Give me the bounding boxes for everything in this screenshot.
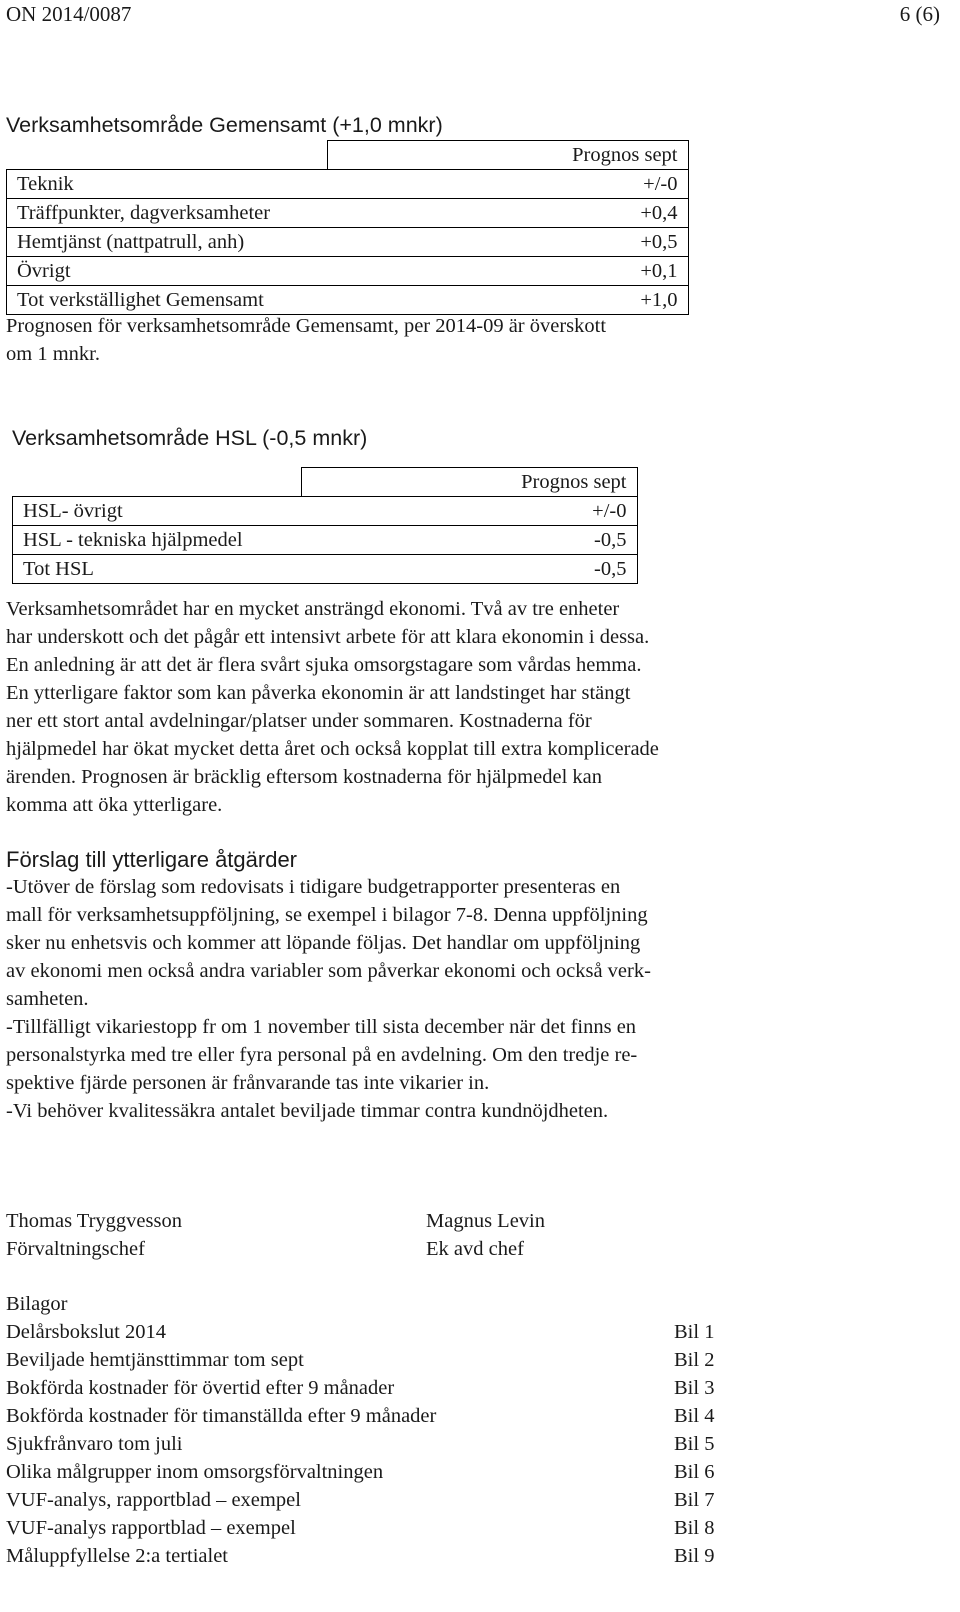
text-line: sker nu enhetsvis och kommer att löpande följas. Det handlar om uppföljning <box>6 932 641 954</box>
list-item <box>6 1486 718 1514</box>
row-value: +0,4 <box>327 199 688 228</box>
row-value: +1,0 <box>327 286 688 315</box>
row-label: Tot HSL <box>13 555 302 584</box>
row-value: -0,5 <box>301 555 637 584</box>
section-heading-gemensamt: Verksamhetsområde Gemensamt (+1,0 mnkr) <box>6 113 443 137</box>
row-label: HSL - tekniska hjälpmedel <box>13 526 302 555</box>
row-label: Teknik <box>7 170 328 199</box>
list-item <box>6 1346 718 1374</box>
signatory-name: Thomas Tryggvesson <box>6 1210 182 1232</box>
gemensamt-note <box>6 312 606 368</box>
text-line: ärenden. Prognosen är bräcklig eftersom kostnaderna för hjälpmedel kan <box>6 766 602 788</box>
row-label: HSL- övrigt <box>13 497 302 526</box>
attachment-code: Bil 1 <box>674 1321 715 1343</box>
list-item <box>6 1318 718 1346</box>
table-row <box>13 497 638 526</box>
table-header-row <box>7 141 689 170</box>
text-line: av ekonomi men också andra variabler som påverkar ekonomi och också verk- <box>6 960 651 982</box>
text-line: -Tillfälligt vikariestopp fr om 1 november till sista december när det finns en <box>6 1016 637 1038</box>
text-line: har underskott och det pågår ett intensivt arbete för att klara ekonomin i dessa. <box>6 626 650 648</box>
attachment-name: Måluppfyllelse 2:a tertialet <box>6 1545 229 1567</box>
text-line: personalstyrka med tre eller fyra personal på en avdelning. Om den tredje re- <box>6 1044 638 1066</box>
section-heading-atgarder: Förslag till ytterligare åtgärder <box>6 847 298 872</box>
text-line: En ytterligare faktor som kan påverka ekonomin är att landstinget har stängt <box>6 682 631 704</box>
row-label: Övrigt <box>7 257 328 286</box>
table-row <box>7 170 689 199</box>
hsl-paragraph <box>6 595 659 819</box>
budget-table-hsl <box>12 467 638 584</box>
table-row-total <box>7 286 689 315</box>
budget-table-gemensamt <box>6 140 689 315</box>
page-number: 6 (6) <box>899 2 940 26</box>
row-value: +/-0 <box>301 497 637 526</box>
table-row-total <box>13 555 638 584</box>
text-line: spektive fjärde personen är frånvarande tas inte vikarier in. <box>6 1072 490 1094</box>
text-line: mall för verksamhetsuppföljning, se exempel i bilagor 7-8. Denna uppföljning <box>6 904 648 926</box>
text-line: ner ett stort antal avdelningar/platser under sommaren. Kostnaderna för <box>6 710 592 732</box>
attachment-name: Bokförda kostnader för timanställda efter 9 månader <box>6 1405 437 1427</box>
text-line: komma att öka ytterligare. <box>6 794 223 816</box>
table-row <box>7 257 689 286</box>
attachment-name: Olika målgrupper inom omsorgsförvaltningen <box>6 1461 384 1483</box>
attachment-code: Bil 5 <box>674 1433 715 1455</box>
attachment-name: VUF-analys rapportblad – exempel <box>6 1517 296 1539</box>
signatory-name: Magnus Levin <box>426 1210 545 1232</box>
text-line: En anledning är att det är flera svårt sjuka omsorgstagare som vårdas hemma. <box>6 654 642 676</box>
signatory-title: Ek avd chef <box>426 1238 524 1260</box>
text-line: samheten. <box>6 988 89 1010</box>
row-value: +0,5 <box>327 228 688 257</box>
list-item <box>6 1374 718 1402</box>
text-line: Prognosen för verksamhetsområde Gemensamt, per 2014-09 är överskott <box>6 315 607 337</box>
signatory-title: Förvaltningschef <box>6 1238 145 1260</box>
table-row <box>13 526 638 555</box>
attachment-code: Bil 8 <box>674 1517 715 1539</box>
list-item <box>6 1430 718 1458</box>
bilagor-heading: Bilagor <box>6 1293 68 1315</box>
text-line: om 1 mnkr. <box>6 343 100 365</box>
text-line: hjälpmedel har ökat mycket detta året och också kopplat till extra komplicerade <box>6 738 659 760</box>
row-label: Tot verkställighet Gemensamt <box>7 286 328 315</box>
attachment-code: Bil 9 <box>674 1545 715 1567</box>
attachment-name: Sjukfrånvaro tom juli <box>6 1433 183 1455</box>
attachment-code: Bil 4 <box>674 1405 715 1427</box>
attachment-code: Bil 6 <box>674 1461 715 1483</box>
attachment-name: Beviljade hemtjänsttimmar tom sept <box>6 1349 304 1371</box>
column-header: Prognos sept <box>327 141 688 170</box>
atgarder-paragraph <box>6 873 651 1125</box>
text-line: -Utöver de förslag som redovisats i tidigare budgetrapporter presenteras en <box>6 876 621 898</box>
attachment-code: Bil 7 <box>674 1489 715 1511</box>
list-item <box>6 1514 718 1542</box>
row-label: Träffpunkter, dagverksamheter <box>7 199 328 228</box>
section-heading-hsl: Verksamhetsområde HSL (-0,5 mnkr) <box>12 426 368 450</box>
attachment-code: Bil 2 <box>674 1349 715 1371</box>
attachment-name: Delårsbokslut 2014 <box>6 1321 166 1343</box>
document-id: ON 2014/0087 <box>6 2 132 26</box>
list-item <box>6 1542 718 1570</box>
table-header-row <box>13 468 638 497</box>
signature-block-2 <box>426 1207 545 1263</box>
text-line: Verksamhetsområdet har en mycket ansträngd ekonomi. Två av tre enheter <box>6 598 620 620</box>
text-line: -Vi behöver kvalitessäkra antalet beviljade timmar contra kundnöjdheten. <box>6 1100 609 1122</box>
list-item <box>6 1402 718 1430</box>
attachment-name: VUF-analys, rapportblad – exempel <box>6 1489 301 1511</box>
row-value: +0,1 <box>327 257 688 286</box>
column-header: Prognos sept <box>301 468 637 497</box>
row-value: +/-0 <box>327 170 688 199</box>
list-item <box>6 1458 718 1486</box>
row-label: Hemtjänst (nattpatrull, anh) <box>7 228 328 257</box>
table-row <box>7 199 689 228</box>
row-value: -0,5 <box>301 526 637 555</box>
attachment-code: Bil 3 <box>674 1377 715 1399</box>
attachment-name: Bokförda kostnader för övertid efter 9 månader <box>6 1377 395 1399</box>
table-row <box>7 228 689 257</box>
signature-block-1 <box>6 1207 182 1263</box>
